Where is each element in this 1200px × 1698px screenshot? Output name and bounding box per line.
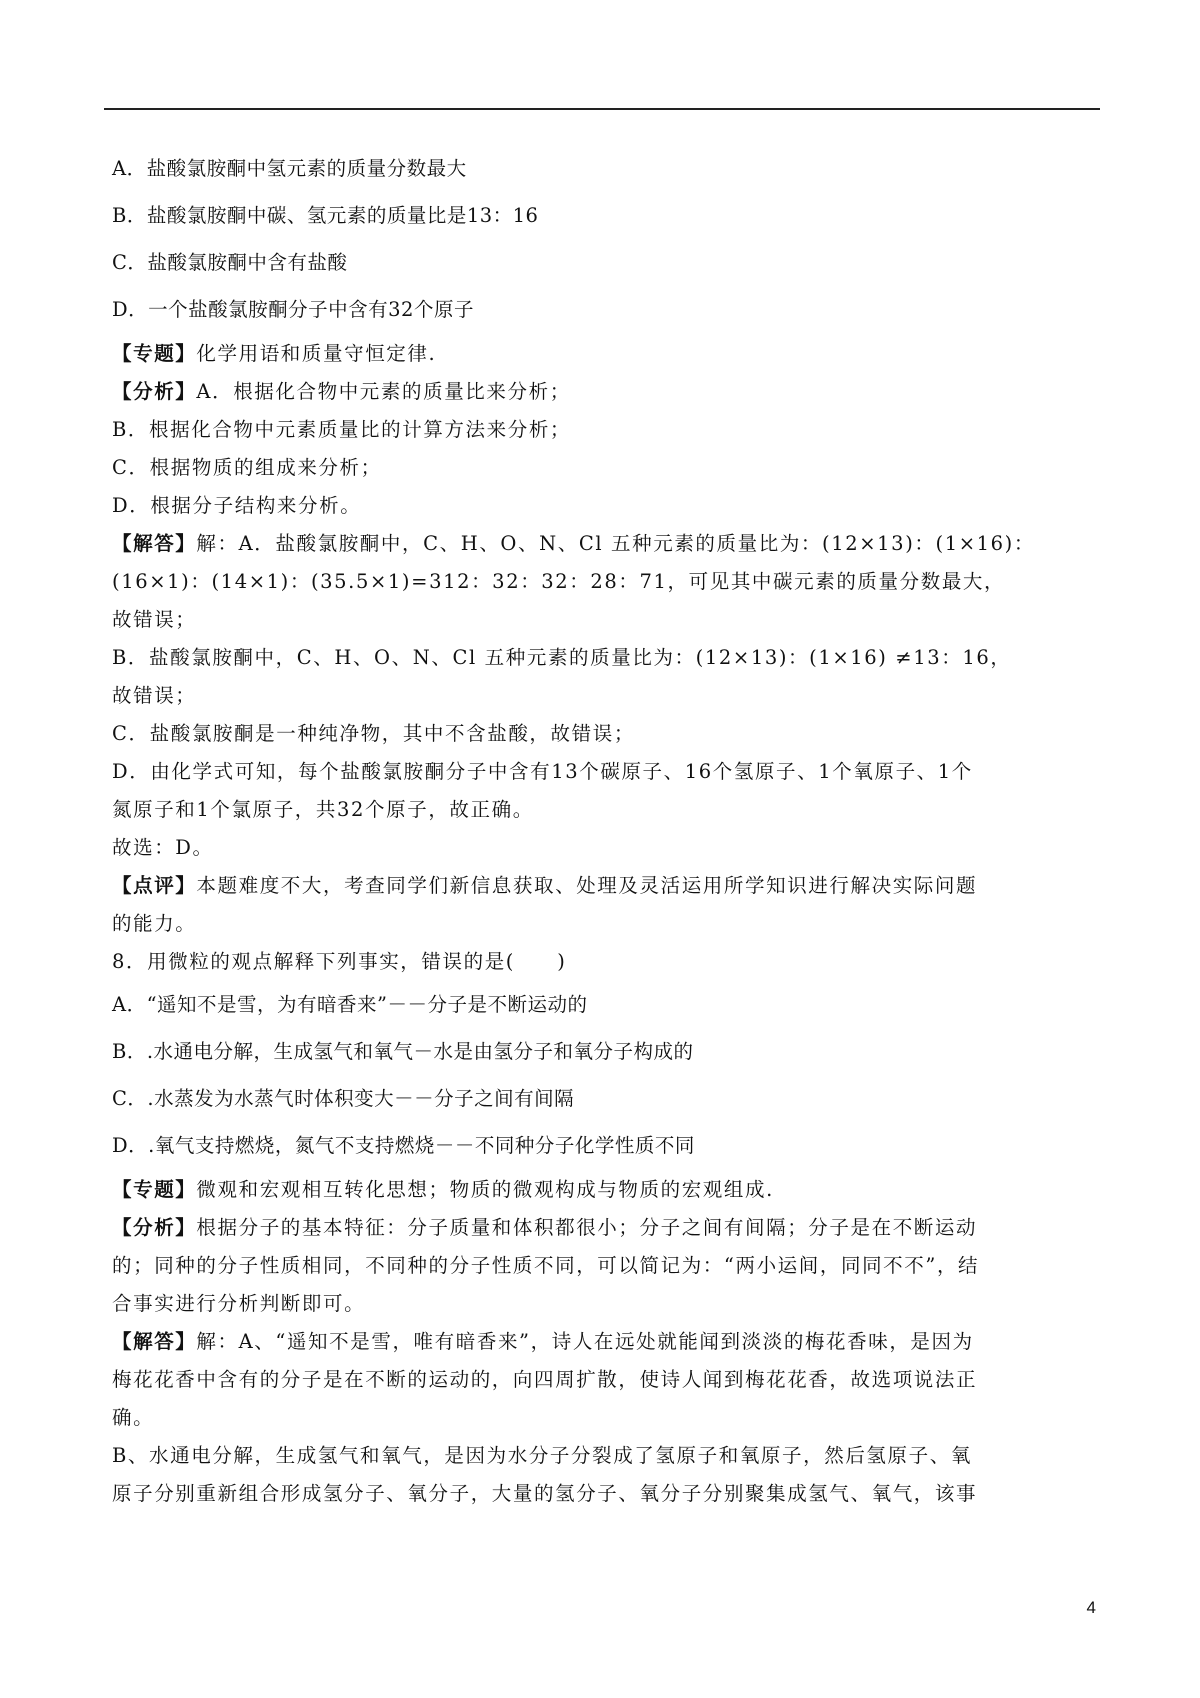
answer-line-q8-2: 确。 [112,1406,155,1429]
option-a-q7: A．盐酸氯胺酮中氢元素的质量分数最大 [112,157,467,180]
analysis-tag: 【分析】 [112,380,197,403]
question-8-stem: 8．用微粒的观点解释下列事实，错误的是( ) [112,950,567,973]
analysis-line-q8-3: 合事实进行分析判断即可。 [112,1292,366,1315]
option-b-q8: B．.水通电分解，生成氢气和氧气－水是由氢分子和氧分子构成的 [112,1040,694,1063]
answer-line-1: (16×1)：(14×1)：(35.5×1)=312：32：32：28：71，可见其中碳元素的质量分数最大， [112,570,1006,593]
answer-line-8: 故选：D。 [112,836,214,859]
topic-text-q8: 微观和宏观相互转化思想；物质的微观构成与物质的宏观组成. [196,1178,774,1201]
comment-line-2: 的能力。 [112,912,197,935]
analysis-text: A．根据化合物中元素的质量比来分析； [196,380,571,403]
page-number: 4 [1086,1598,1096,1617]
answer-tag-q8: 【解答】 [112,1330,197,1353]
analysis-line-q8-2: 的；同种的分子性质相同，不同种的分子性质不同，可以简记为：“两小运间，同同不不”，结 [112,1254,980,1277]
option-c-q8: C．.水蒸发为水蒸气时体积变大－－分子之间有间隔 [112,1087,575,1110]
topic-text: 化学用语和质量守恒定律. [196,342,437,365]
answer-line-q8-4: 原子分别重新组合形成氢分子、氧分子，大量的氢分子、氧分子分别聚集成氢气、氧气，该事 [112,1482,978,1505]
analysis-line-c: C．根据物质的组成来分析； [112,456,382,479]
comment-tag: 【点评】 [112,874,197,897]
option-a-q8: A．“遥知不是雪，为有暗香来”－－分子是不断运动的 [112,993,588,1016]
answer-line-5: C．盐酸氯胺酮是一种纯净物，其中不含盐酸，故错误； [112,722,635,745]
answer-line-3: B．盐酸氯胺酮中，C、H、O、N、Cl 五种元素的质量比为：(12×13)：(1×16) ≠13：16， [112,646,1012,669]
analysis-line-q8 [112,1209,1102,1247]
topic-line [112,335,1102,373]
analysis-line-d: D．根据分子结构来分析。 [112,494,362,517]
answer-line [112,525,1102,563]
option-c-q7: C．盐酸氯胺酮中含有盐酸 [112,251,348,274]
answer-text: 解：A．盐酸氯胺酮中，C、H、O、N、Cl 五种元素的质量比为：(12×13)：(1×16)： [196,532,1035,555]
answer-line-6: D．由化学式可知，每个盐酸氯胺酮分子中含有13个碳原子、16个氢原子、1个氧原子、1个 [112,760,973,783]
analysis-tag-q8: 【分析】 [112,1216,197,1239]
comment-line [112,867,1102,905]
answer-line-q8-1: 梅花花香中含有的分子是在不断的运动的，向四周扩散，使诗人闻到梅花花香，故选项说法正 [112,1368,978,1391]
answer-line-q8-3: B、水通电分解，生成氢气和氧气，是因为水分子分裂成了氢原子和氧原子，然后氢原子、氧 [112,1444,972,1467]
topic-tag: 【专题】 [112,342,197,365]
option-d-q7: D．一个盐酸氯胺酮分子中含有32个原子 [112,298,474,321]
answer-line-q8 [112,1323,1102,1361]
analysis-line-b: B．根据化合物中元素质量比的计算方法来分析； [112,418,572,441]
header-rule [104,108,1100,110]
analysis-text-q8: 根据分子的基本特征：分子质量和体积都很小；分子之间有间隔；分子是在不断运动 [196,1216,978,1239]
answer-line-2: 故错误； [112,608,197,631]
option-b-q7: B．盐酸氯胺酮中碳、氢元素的质量比是13：16 [112,204,539,227]
solution-q7 [112,335,1102,943]
answer-text-q8: 解：A、“遥知不是雪，唯有暗香来”，诗人在远处就能闻到淡淡的梅花香味，是因为 [196,1330,974,1353]
answer-line-4: 故错误； [112,684,197,707]
answer-line-7: 氮原子和1个氯原子，共32个原子，故正确。 [112,798,534,821]
document-body [112,145,1102,1513]
answer-tag: 【解答】 [112,532,197,555]
topic-line-q8 [112,1171,1102,1209]
analysis-line [112,373,1102,411]
topic-tag-q8: 【专题】 [112,1178,197,1201]
comment-text: 本题难度不大，考查同学们新信息获取、处理及灵活运用所学知识进行解决实际问题 [196,874,978,897]
option-d-q8: D．.氧气支持燃烧，氮气不支持燃烧－－不同种分子化学性质不同 [112,1134,695,1157]
solution-q8 [112,1171,1102,1513]
